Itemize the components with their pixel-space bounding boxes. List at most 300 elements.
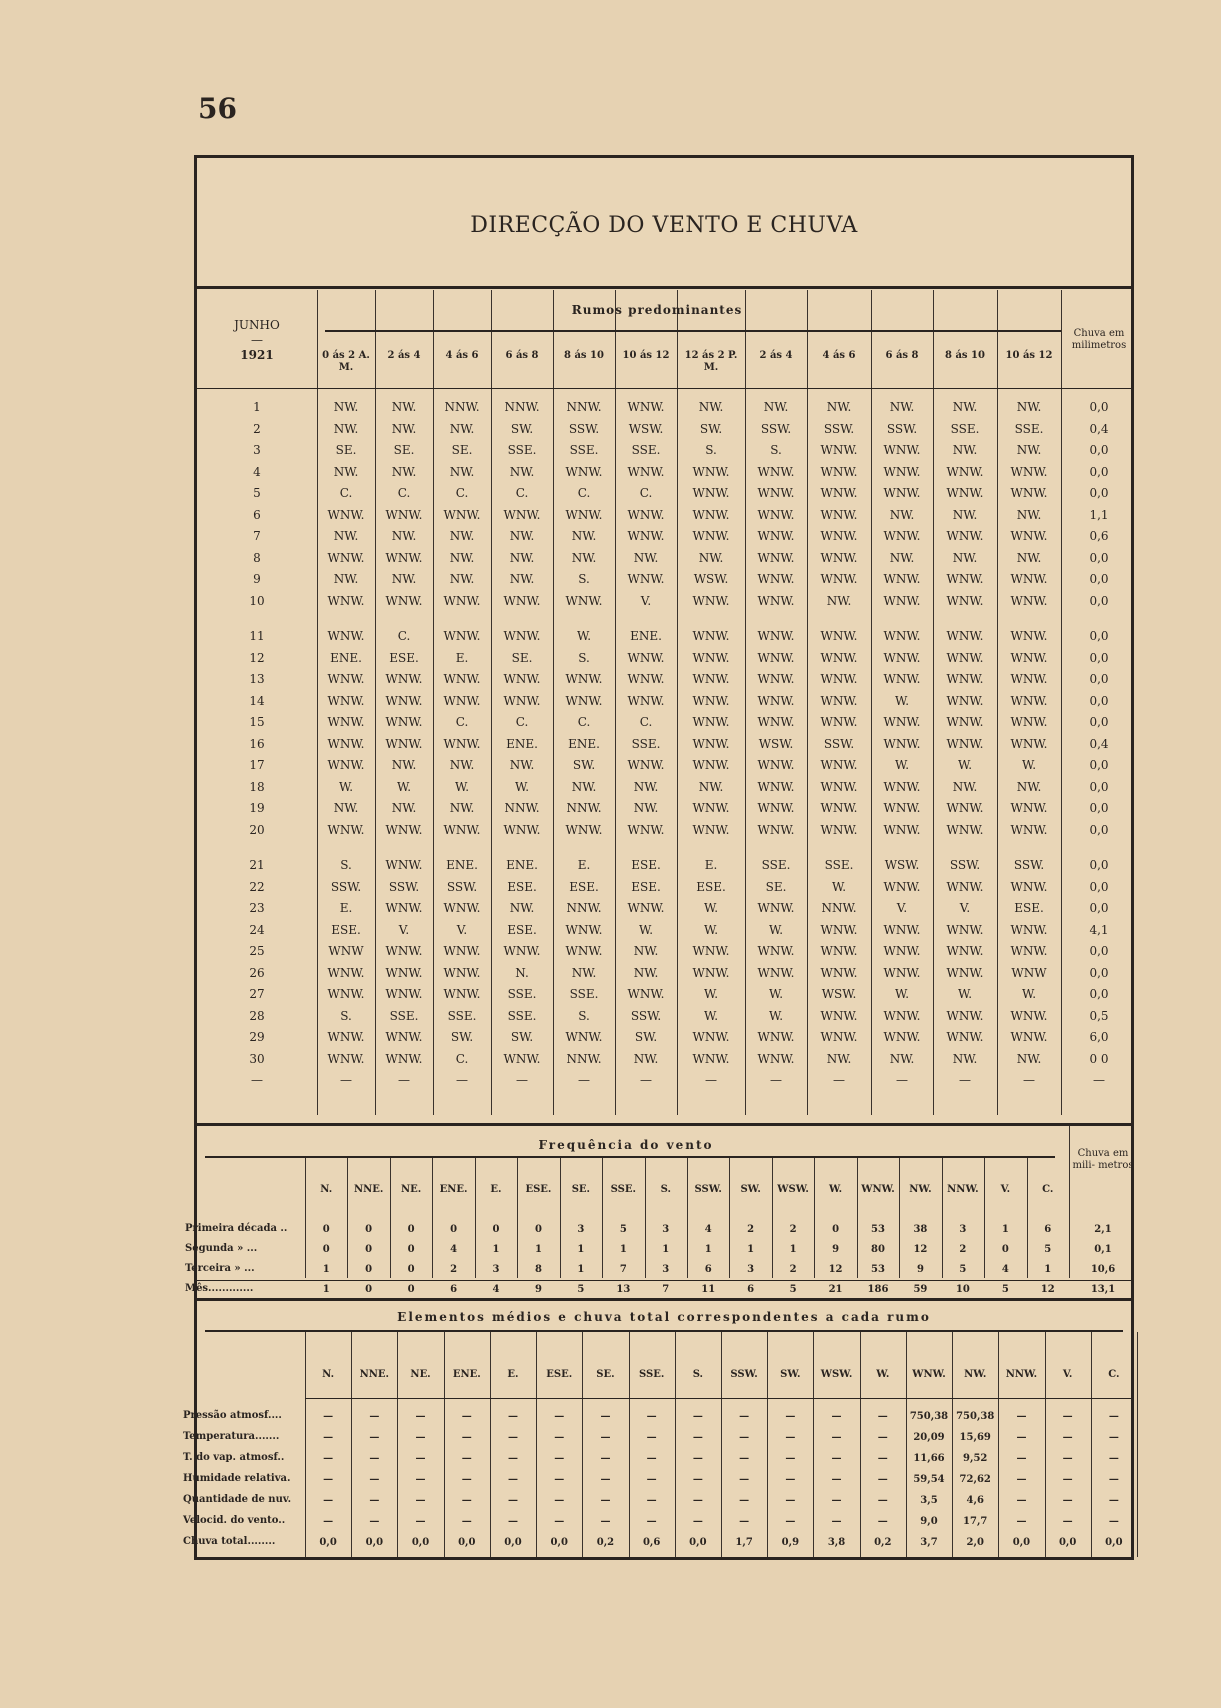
time-header: 10 ás 12 xyxy=(622,350,670,361)
rain-mm-cell: 0,0 xyxy=(1089,629,1109,643)
wind-direction-cell: WNW. xyxy=(820,922,858,937)
element-cell: 3,7 xyxy=(920,1537,938,1548)
frequency-cell: 5 xyxy=(577,1284,585,1295)
element-cell: — xyxy=(554,1516,565,1527)
closing-dash: — xyxy=(578,1073,590,1087)
wind-direction-cell: ENE. xyxy=(506,858,538,872)
wind-direction-cell: NW. xyxy=(633,779,659,794)
wind-direction-cell: WNW. xyxy=(565,672,603,686)
wind-direction-cell: NW. xyxy=(633,801,659,815)
element-cell: — xyxy=(1062,1495,1073,1506)
frequency-cell: 1 xyxy=(619,1244,627,1255)
wind-direction-cell: WNW. xyxy=(692,650,730,665)
element-row-label: Velocid. do vento.. xyxy=(183,1515,286,1526)
wind-direction-cell: NW. xyxy=(449,572,475,586)
wind-direction-cell: WNW. xyxy=(627,901,665,915)
rain-mm-cell: 0,0 xyxy=(1089,400,1109,414)
wind-direction-cell: WNW. xyxy=(627,464,665,479)
wind-direction-cell: WNW. xyxy=(757,593,795,608)
wind-direction-cell: NNW. xyxy=(504,400,540,414)
elements-header-rule xyxy=(305,1398,1131,1399)
vertical-rule xyxy=(942,1158,943,1278)
wind-direction-cell: WNW. xyxy=(385,987,423,1001)
wind-direction-cell: WNW. xyxy=(692,736,730,751)
day-number: 12 xyxy=(249,650,265,665)
wind-direction-cell: WNW. xyxy=(692,693,730,708)
direction-header: E. xyxy=(490,1184,502,1195)
element-cell: — xyxy=(507,1453,518,1464)
element-cell: — xyxy=(1016,1411,1027,1422)
element-direction-header: NNW. xyxy=(1005,1369,1038,1380)
frequency-cell: 38 xyxy=(913,1224,928,1235)
direction-header: ENE. xyxy=(439,1184,468,1195)
element-cell: — xyxy=(369,1516,380,1527)
wind-direction-cell: WNW. xyxy=(883,922,921,937)
element-cell: — xyxy=(692,1453,703,1464)
wind-direction-cell: WNW. xyxy=(946,944,984,958)
wind-direction-cell: WNW. xyxy=(503,822,541,837)
vertical-rule xyxy=(305,1158,306,1278)
wind-direction-cell: WNW. xyxy=(327,672,365,686)
wind-direction-cell: W. xyxy=(703,901,719,915)
frequency-cell: 13 xyxy=(616,1284,631,1295)
element-row-label: Temperatura....... xyxy=(183,1431,280,1442)
frequency-cell: 3 xyxy=(577,1224,585,1235)
wind-direction-cell: NW. xyxy=(633,965,659,980)
wind-direction-cell: WNW. xyxy=(946,486,984,500)
frequency-cell: 1 xyxy=(577,1264,585,1275)
element-cell: — xyxy=(1016,1474,1027,1485)
wind-direction-cell: WNW. xyxy=(946,922,984,937)
wind-direction-cell: WNW. xyxy=(443,507,481,522)
direction-header: V. xyxy=(1000,1184,1011,1195)
month-underline: — xyxy=(251,333,263,347)
wind-direction-cell: WNW. xyxy=(946,801,984,815)
frequency-rain-cell: 0,1 xyxy=(1094,1244,1112,1255)
wind-direction-cell: W. xyxy=(1021,987,1037,1001)
wind-direction-cell: WNW. xyxy=(503,629,541,643)
element-cell: — xyxy=(785,1453,796,1464)
table-frame xyxy=(183,155,1134,1560)
wind-direction-cell: WNW. xyxy=(820,1030,858,1044)
element-cell: — xyxy=(461,1432,472,1443)
wind-direction-cell: WNW. xyxy=(946,715,984,729)
wind-direction-cell: NW. xyxy=(449,758,475,772)
wind-direction-cell: WNW. xyxy=(565,693,603,708)
element-cell: — xyxy=(877,1453,888,1464)
rain-mm-cell: 0,0 xyxy=(1089,901,1109,915)
element-cell: 0,9 xyxy=(781,1537,800,1548)
rain-mm-cell: 0,0 xyxy=(1089,550,1109,565)
wind-direction-cell: WNW. xyxy=(757,715,795,729)
wind-direction-cell: S. xyxy=(770,443,782,457)
wind-direction-cell: E. xyxy=(455,650,469,665)
wind-direction-cell: WNW. xyxy=(757,650,795,665)
element-cell: — xyxy=(554,1495,565,1506)
element-direction-header: NW. xyxy=(964,1369,987,1380)
elements-rule xyxy=(205,1330,1123,1332)
wind-direction-cell: WNW. xyxy=(883,879,921,894)
direction-header: W. xyxy=(828,1184,843,1195)
element-cell: — xyxy=(1108,1474,1119,1485)
wind-direction-cell: NNW. xyxy=(444,400,480,414)
element-row-label: Quantidade de nuv. xyxy=(183,1494,292,1505)
rain-mm-cell: 0,0 xyxy=(1089,822,1109,837)
header-rule xyxy=(197,388,1131,389)
wind-direction-cell: ENE. xyxy=(330,650,362,665)
wind-direction-cell: ESE. xyxy=(389,650,419,665)
frequency-cell: 6 xyxy=(704,1264,712,1275)
wind-direction-cell: W. xyxy=(768,1008,784,1023)
element-cell: — xyxy=(1062,1453,1073,1464)
wind-direction-cell: SSE. xyxy=(507,443,537,457)
element-cell: — xyxy=(646,1474,657,1485)
wind-direction-cell: WNW. xyxy=(883,779,921,794)
element-cell: — xyxy=(692,1474,703,1485)
wind-direction-cell: WSW. xyxy=(884,858,920,872)
wind-direction-cell: WNW. xyxy=(692,801,730,815)
vertical-rule xyxy=(857,1158,858,1278)
frequency-cell: 3 xyxy=(959,1224,967,1235)
rain-mm-cell: 0,0 xyxy=(1089,758,1109,772)
wind-direction-cell: S. xyxy=(578,1008,590,1023)
day-number: 23 xyxy=(249,901,265,915)
frequency-row-label: Mês............. xyxy=(185,1283,254,1294)
wind-direction-cell: V. xyxy=(896,901,908,915)
frequency-cell: 0 xyxy=(407,1244,415,1255)
element-direction-header: ESE. xyxy=(546,1369,573,1380)
wind-direction-cell: W. xyxy=(454,779,470,794)
frequency-cell: 1 xyxy=(577,1244,585,1255)
wind-direction-cell: WNW. xyxy=(946,879,984,894)
element-cell: — xyxy=(415,1411,426,1422)
vertical-rule xyxy=(814,1158,815,1278)
element-direction-header: WSW. xyxy=(820,1369,853,1380)
direction-header: N. xyxy=(320,1184,333,1195)
wind-direction-cell: N. xyxy=(515,965,529,980)
day-number: 18 xyxy=(249,779,265,794)
day-number: 21 xyxy=(249,858,265,872)
day-number: 17 xyxy=(249,758,265,772)
wind-direction-cell: WNW. xyxy=(820,507,858,522)
vertical-rule xyxy=(1069,1158,1070,1278)
wind-direction-cell: WNW. xyxy=(327,1051,365,1066)
vertical-rule xyxy=(1027,1158,1028,1278)
wind-direction-cell: C. xyxy=(397,486,411,500)
wind-direction-cell: ESE. xyxy=(631,858,661,872)
wind-direction-cell: WNW. xyxy=(627,507,665,522)
element-cell: 9,52 xyxy=(963,1453,988,1464)
wind-direction-cell: SE. xyxy=(511,650,533,665)
direction-header: SE. xyxy=(571,1184,591,1195)
wind-direction-cell: NW. xyxy=(1016,400,1042,414)
wind-direction-cell: NW. xyxy=(1016,1051,1042,1066)
day-number: 1 xyxy=(253,400,261,414)
element-cell: — xyxy=(877,1432,888,1443)
wind-direction-cell: WNW. xyxy=(385,736,423,751)
frequency-cell: 5 xyxy=(959,1264,967,1275)
wind-direction-cell: WNW. xyxy=(443,987,481,1001)
rumos-heading: Rumos predominantes xyxy=(571,303,743,317)
element-cell: — xyxy=(831,1474,842,1485)
wind-direction-cell: ESE. xyxy=(1014,901,1044,915)
wind-direction-cell: S. xyxy=(340,1008,352,1023)
time-header: 4 ás 6 xyxy=(822,350,856,361)
wind-direction-cell: SW. xyxy=(572,758,596,772)
element-cell: 9,0 xyxy=(920,1516,938,1527)
element-cell: — xyxy=(554,1474,565,1485)
frequency-cell: 2 xyxy=(789,1224,797,1235)
frequency-cell: 4 xyxy=(704,1224,712,1235)
wind-direction-cell: WNW. xyxy=(946,629,984,643)
wind-direction-cell: WNW. xyxy=(1010,1030,1048,1044)
wind-direction-cell: W. xyxy=(338,779,354,794)
closing-dash: — xyxy=(770,1073,782,1087)
elements-heading: Elementos médios e chuva total correspondentes a cada rumo xyxy=(397,1310,931,1324)
wind-direction-cell: S. xyxy=(340,858,352,872)
element-cell: — xyxy=(785,1516,796,1527)
day-number: 29 xyxy=(249,1030,265,1044)
element-cell: — xyxy=(1016,1495,1027,1506)
rain-mm-cell: 0,0 xyxy=(1089,779,1109,794)
wind-direction-cell: SSW. xyxy=(446,879,478,894)
element-cell: — xyxy=(369,1411,380,1422)
frequency-cell: 0 xyxy=(365,1284,373,1295)
element-cell: — xyxy=(1016,1432,1027,1443)
wind-direction-cell: C. xyxy=(455,715,469,729)
element-cell: — xyxy=(739,1453,750,1464)
wind-direction-cell: WNW. xyxy=(1010,672,1048,686)
frequency-cell: 3 xyxy=(662,1264,670,1275)
wind-direction-cell: WNW. xyxy=(327,693,365,708)
wind-direction-cell: WNW. xyxy=(820,965,858,980)
wind-direction-cell: NW. xyxy=(333,464,359,479)
wind-direction-cell: W. xyxy=(768,987,784,1001)
day-number: 15 xyxy=(249,715,265,729)
wind-direction-cell: SW. xyxy=(510,1030,534,1044)
time-header: 6 ás 8 xyxy=(885,350,919,361)
wind-direction-cell: WNW. xyxy=(1010,693,1048,708)
wind-direction-cell: W. xyxy=(703,922,719,937)
day-number: 28 xyxy=(249,1008,265,1023)
wind-direction-cell: SSE. xyxy=(447,1008,477,1023)
wind-direction-cell: WNW xyxy=(1011,965,1047,980)
wind-direction-cell: WNW. xyxy=(385,822,423,837)
element-direction-header: V. xyxy=(1062,1369,1073,1380)
wind-direction-cell: WNW. xyxy=(327,965,365,980)
wind-direction-cell: NW. xyxy=(571,529,597,543)
wind-direction-cell: WNW. xyxy=(883,944,921,958)
wind-direction-cell: WNW. xyxy=(385,507,423,522)
wind-direction-cell: WNW. xyxy=(443,693,481,708)
day-number: 8 xyxy=(253,550,261,565)
direction-header: WNW. xyxy=(861,1184,895,1195)
frequency-cell: 5 xyxy=(789,1284,797,1295)
rain-mm-cell: 0,0 xyxy=(1089,650,1109,665)
wind-direction-cell: SSW. xyxy=(330,879,362,894)
wind-direction-cell: WNW. xyxy=(627,400,665,414)
wind-direction-cell: WNW. xyxy=(946,650,984,665)
wind-direction-cell: WNW. xyxy=(1010,879,1048,894)
day-number: 6 xyxy=(253,507,261,522)
wind-direction-cell: WNW. xyxy=(946,464,984,479)
frequency-cell: 2 xyxy=(789,1264,797,1275)
element-cell: — xyxy=(600,1411,611,1422)
wind-direction-cell: NW. xyxy=(633,1051,659,1066)
wind-direction-cell: WNW. xyxy=(946,693,984,708)
wind-direction-cell: WNW. xyxy=(1010,944,1048,958)
time-header: 8 ás 10 xyxy=(945,350,985,361)
element-cell: — xyxy=(461,1495,472,1506)
element-cell: — xyxy=(692,1432,703,1443)
element-cell: — xyxy=(739,1411,750,1422)
element-direction-header: E. xyxy=(507,1369,519,1380)
element-cell: — xyxy=(323,1516,334,1527)
wind-direction-cell: E. xyxy=(339,901,353,915)
element-cell: — xyxy=(785,1432,796,1443)
day-number: 13 xyxy=(249,672,265,686)
wind-direction-cell: S. xyxy=(705,443,717,457)
frequency-cell: 0 xyxy=(322,1244,330,1255)
wind-direction-cell: WNW. xyxy=(1010,486,1048,500)
rain-mm-cell: 0,0 xyxy=(1089,593,1109,608)
element-cell: — xyxy=(1108,1516,1119,1527)
rain-mm-cell: 0,0 xyxy=(1089,965,1109,980)
vertical-rule xyxy=(645,1158,646,1278)
wind-direction-cell: WNW. xyxy=(946,672,984,686)
wind-direction-cell: WNW. xyxy=(1010,593,1048,608)
frequency-cell: 4 xyxy=(1001,1264,1009,1275)
vertical-rule xyxy=(517,1158,518,1278)
wind-direction-cell: W. xyxy=(831,879,847,894)
wind-direction-cell: SSE. xyxy=(507,987,537,1001)
element-cell: — xyxy=(415,1495,426,1506)
element-cell: 72,62 xyxy=(959,1474,991,1485)
vertical-rule xyxy=(729,1158,730,1278)
frequency-cell: 7 xyxy=(662,1284,670,1295)
wind-direction-cell: NW. xyxy=(333,572,359,586)
wind-direction-cell: WNW. xyxy=(1010,629,1048,643)
direction-header: WSW. xyxy=(777,1184,809,1195)
wind-direction-cell: NW. xyxy=(698,400,724,414)
element-cell: — xyxy=(369,1453,380,1464)
wind-direction-cell: NW. xyxy=(449,464,475,479)
wind-direction-cell: WNW. xyxy=(692,965,730,980)
wind-direction-cell: NW. xyxy=(391,801,417,815)
closing-dash: — xyxy=(833,1073,845,1087)
element-cell: 750,38 xyxy=(909,1411,949,1422)
frequency-cell: 5 xyxy=(1044,1244,1052,1255)
rain-mm-cell: 1,1 xyxy=(1089,507,1109,522)
wind-direction-cell: NW. xyxy=(952,1051,978,1066)
element-cell: 0,2 xyxy=(596,1537,615,1548)
vertical-rule xyxy=(1137,1332,1138,1557)
wind-direction-cell: WNW. xyxy=(757,672,795,686)
element-cell: — xyxy=(739,1495,750,1506)
wind-direction-cell: WNW. xyxy=(443,736,481,751)
wind-direction-cell: WNW. xyxy=(820,443,858,457)
wind-direction-cell: ESE. xyxy=(631,879,661,894)
frequency-cell: 9 xyxy=(916,1264,924,1275)
wind-direction-cell: WNW. xyxy=(883,1008,921,1023)
wind-direction-cell: WNW. xyxy=(565,507,603,522)
wind-direction-cell: WNW. xyxy=(443,944,481,958)
wind-direction-cell: WNW. xyxy=(946,572,984,586)
element-direction-header: S. xyxy=(692,1369,704,1380)
element-cell: 3,5 xyxy=(920,1495,938,1506)
wind-direction-cell: WNW. xyxy=(946,1008,984,1023)
wind-direction-cell: WNW. xyxy=(883,529,921,543)
rain-mm-cell: 0,0 xyxy=(1089,858,1109,872)
direction-header: ESE. xyxy=(525,1184,552,1195)
direction-header: SW. xyxy=(740,1184,761,1195)
wind-direction-cell: WNW. xyxy=(327,758,365,772)
rain-mm-cell: 0 0 xyxy=(1089,1051,1109,1066)
element-cell: 4,6 xyxy=(966,1495,984,1506)
wind-direction-cell: NW. xyxy=(391,572,417,586)
element-cell: — xyxy=(877,1495,888,1506)
element-cell: — xyxy=(600,1453,611,1464)
element-cell: — xyxy=(600,1474,611,1485)
wind-direction-cell: SSW. xyxy=(823,736,855,751)
wind-direction-cell: NW. xyxy=(952,779,978,794)
element-cell: — xyxy=(554,1432,565,1443)
wind-direction-cell: C. xyxy=(577,715,591,729)
wind-direction-cell: SSW. xyxy=(1013,858,1045,872)
wind-direction-cell: NW. xyxy=(889,1051,915,1066)
wind-direction-cell: WNW. xyxy=(327,507,365,522)
horizontal-rule xyxy=(197,286,1131,289)
wind-direction-cell: WNW. xyxy=(883,572,921,586)
frequency-cell: 6 xyxy=(450,1284,458,1295)
rain-mm-cell: 0,4 xyxy=(1089,736,1109,751)
direction-header: NNW. xyxy=(947,1184,979,1195)
rain-mm-cell: 0,4 xyxy=(1089,421,1109,436)
element-cell: 59,54 xyxy=(913,1474,945,1485)
wind-direction-cell: SSE. xyxy=(824,858,854,872)
wind-direction-cell: WNW. xyxy=(385,672,423,686)
element-cell: — xyxy=(692,1516,703,1527)
frequency-cell: 9 xyxy=(832,1244,840,1255)
vertical-rule xyxy=(390,1158,391,1278)
wind-direction-cell: WNW. xyxy=(757,572,795,586)
closing-dash: — xyxy=(896,1073,908,1087)
element-cell: — xyxy=(1108,1495,1119,1506)
frequency-cell: 186 xyxy=(867,1284,889,1295)
frequency-cell: 5 xyxy=(619,1224,627,1235)
wind-direction-cell: SSE. xyxy=(569,987,599,1001)
wind-direction-cell: WNW. xyxy=(820,779,858,794)
element-cell: — xyxy=(739,1474,750,1485)
wind-direction-cell: WNW. xyxy=(503,944,541,958)
wind-direction-cell: WNW. xyxy=(385,1030,423,1044)
vertical-rule xyxy=(347,1158,348,1278)
wind-direction-cell: SSW. xyxy=(630,1008,662,1023)
wind-direction-cell: WNW. xyxy=(385,858,423,872)
wind-direction-cell: SE. xyxy=(451,443,473,457)
wind-direction-cell: WNW. xyxy=(883,629,921,643)
time-header: 4 ás 6 xyxy=(445,350,479,361)
wind-direction-cell: WNW. xyxy=(883,593,921,608)
frequency-cell: 1 xyxy=(662,1244,670,1255)
frequency-cell: 5 xyxy=(1001,1284,1009,1295)
wind-direction-cell: WNW. xyxy=(327,736,365,751)
wind-direction-cell: SSE. xyxy=(761,858,791,872)
element-cell: — xyxy=(369,1432,380,1443)
wind-direction-cell: WNW. xyxy=(565,822,603,837)
element-cell: 0,0 xyxy=(411,1537,430,1548)
frequency-cell: 1 xyxy=(492,1244,500,1255)
